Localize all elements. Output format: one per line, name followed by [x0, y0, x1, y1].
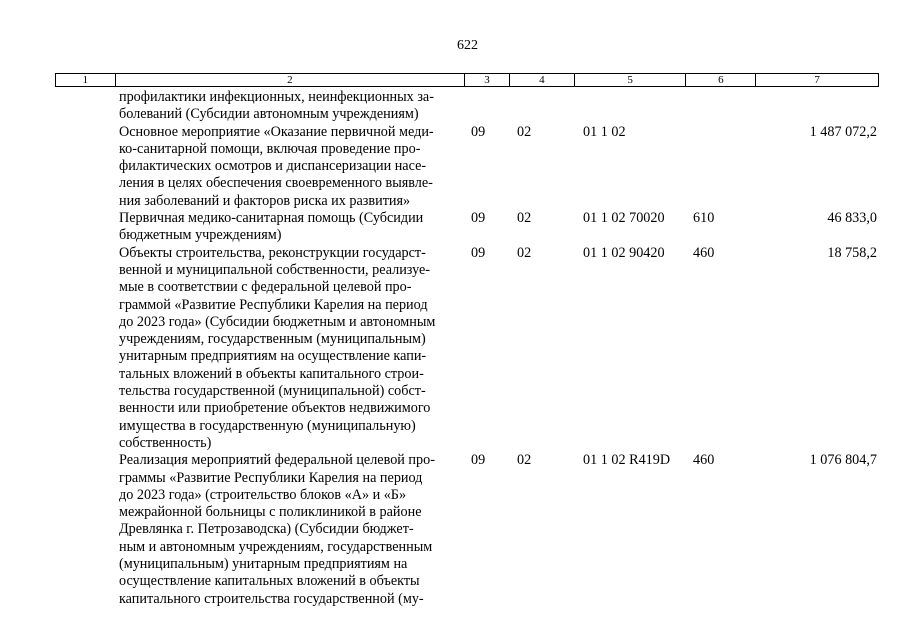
row-description — [119, 452, 469, 608]
description-line: ным и автономным учреждениям, государственным — [119, 538, 433, 555]
description-line: венности или приобретение объектов недвижимого — [119, 400, 431, 417]
description-line: осуществление капитальных вложений в объекты — [119, 573, 420, 590]
section-code: 09 — [471, 123, 486, 140]
description-line: имущества в государственную (муниципальную) — [119, 417, 416, 434]
table-body — [0, 89, 905, 608]
description-line: граммы «Развитие Республики Карелия на период — [119, 469, 423, 486]
description-line: (муниципальным) унитарным предприятиям на — [119, 556, 408, 573]
description-line: тальных вложений в объекты капитального строи- — [119, 365, 424, 382]
section-code: 09 — [471, 210, 486, 227]
amount: 1 076 804,7 — [809, 452, 877, 469]
description-line: до 2023 года» (строительство блоков «А» и «Б» — [119, 486, 407, 503]
description-line: учреждениям, государственным (муниципальным) — [119, 331, 426, 348]
column-header-2: 2 — [116, 74, 465, 86]
subsection-code: 02 — [517, 123, 532, 140]
description-line: Древлянка г. Петрозаводска) (Субсидии бюджет- — [119, 521, 414, 538]
description-line: ления в целях обеспечения своевременного выявле- — [119, 175, 433, 192]
description-line: бюджетным учреждениям) — [119, 227, 282, 244]
description-line: унитарным предприятиям на осуществление капи- — [119, 348, 427, 365]
expense-type-code: 610 — [693, 210, 715, 227]
description-line: венной и муниципальной собственности, реализуе- — [119, 261, 431, 278]
description-line: тельства государственной (муниципальной) собст- — [119, 383, 426, 400]
row-description — [119, 124, 469, 210]
description-line: филактических осмотров и диспансеризации насе- — [119, 158, 427, 175]
column-header-5: 5 — [575, 74, 687, 86]
amount: 1 487 072,2 — [809, 123, 877, 140]
description-line: Основное мероприятие «Оказание первичной меди- — [119, 123, 434, 140]
subsection-code: 02 — [517, 452, 532, 469]
description-line: собственность) — [119, 434, 212, 451]
description-line: ния заболеваний и факторов риска их развития» — [119, 192, 411, 209]
description-line: граммой «Развитие Республики Карелия на период — [119, 296, 428, 313]
description-line: Объекты строительства, реконструкции государст- — [119, 244, 426, 261]
expense-type-code: 460 — [693, 244, 715, 261]
target-article-code: 01 1 02 90420 — [583, 244, 665, 261]
amount: 46 833,0 — [827, 210, 877, 227]
amount: 18 758,2 — [827, 244, 877, 261]
description-line: профилактики инфекционных, неинфекционных за- — [119, 89, 434, 105]
table-row — [0, 210, 905, 245]
target-article-code: 01 1 02 — [583, 123, 626, 140]
target-article-code: 01 1 02 70020 — [583, 210, 665, 227]
description-line: до 2023 года» (Субсидии бюджетным и автономным — [119, 313, 436, 330]
target-article-code: 01 1 02 R419D — [583, 452, 671, 469]
description-line: болеваний (Субсидии автономным учреждениям) — [119, 106, 419, 123]
description-line: мые в соответствии с федеральной целевой про- — [119, 279, 412, 296]
column-header-6: 6 — [686, 74, 756, 86]
description-line: межрайонной больницы с поликлиникой в районе — [119, 504, 422, 521]
description-line: ко-санитарной помощи, включая проведение про- — [119, 140, 421, 157]
column-header-3: 3 — [465, 74, 510, 86]
table-row — [0, 89, 905, 124]
row-description — [119, 89, 469, 124]
column-header-7: 7 — [814, 74, 820, 86]
description-line: капитального строительства государственной (му- — [119, 590, 424, 607]
row-description — [119, 210, 469, 245]
subsection-code: 02 — [517, 210, 532, 227]
table-row — [0, 452, 905, 608]
column-header-1: 1 — [56, 74, 116, 86]
column-header-4: 4 — [510, 74, 575, 86]
description-line: Реализация мероприятий федеральной целевой про- — [119, 452, 435, 469]
section-code: 09 — [471, 244, 486, 261]
page-number: 622 — [457, 38, 478, 53]
row-description — [119, 245, 469, 453]
table-row — [0, 245, 905, 453]
table-header-row — [55, 73, 879, 87]
subsection-code: 02 — [517, 244, 532, 261]
expense-type-code: 460 — [693, 452, 715, 469]
section-code: 09 — [471, 452, 486, 469]
table-row — [0, 124, 905, 210]
description-line: Первичная медико-санитарная помощь (Субсидии — [119, 210, 424, 227]
